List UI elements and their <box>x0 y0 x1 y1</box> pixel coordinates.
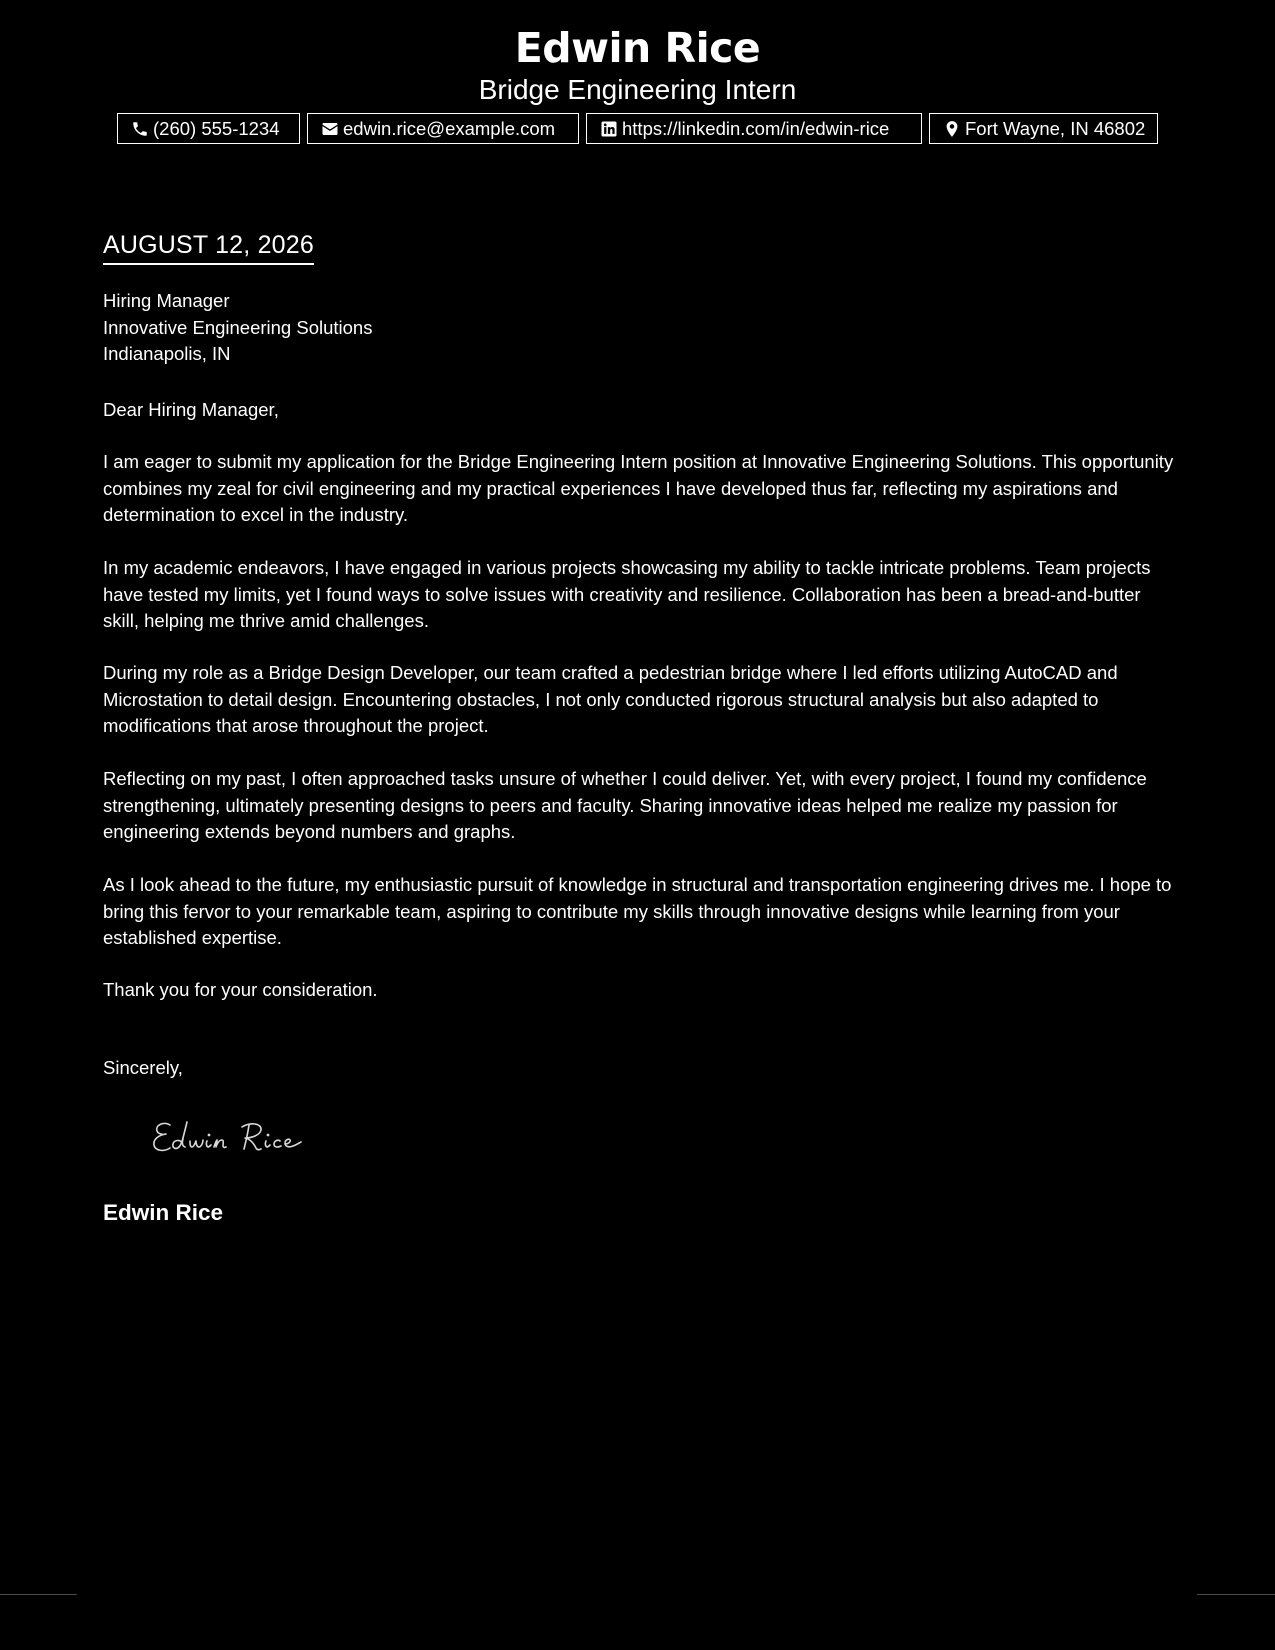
contact-phone-text: (260) 555-1234 <box>153 117 280 139</box>
closing: Sincerely, <box>103 1057 183 1078</box>
contact-email[interactable] <box>307 113 579 144</box>
thank-you-line: Thank you for your consideration. <box>103 979 378 1000</box>
signer-name: Edwin Rice <box>103 1200 224 1225</box>
map-marker-icon <box>943 120 961 138</box>
applicant-role: Bridge Engineering Intern <box>478 74 797 105</box>
body-paragraph: During my role as a Bridge Design Developer, our team crafted a pedestrian bridge where I led efforts utilizing AutoCAD and Microstation to detail design. Encountering obstacles, I not only conducted rigorous structural analysis but also adapted to modifications that arose throughout the project. <box>103 662 1118 736</box>
contact-bar <box>0 113 1275 144</box>
envelope-icon <box>321 120 339 138</box>
recipient-company: Innovative Engineering Solutions <box>103 316 373 338</box>
footer-divider-right <box>1197 1594 1275 1595</box>
recipient-block <box>103 288 372 368</box>
contact-location[interactable] <box>929 113 1158 144</box>
recipient-title: Hiring Manager <box>103 290 230 311</box>
letter-date: AUGUST 12, 2026 <box>103 228 314 265</box>
body-paragraph: As I look ahead to the future, my enthusiastic pursuit of knowledge in structural and transportation engineering drives me. I hope to bring this fervor to your remarkable team, aspiring to contribute my skills through innovative designs while learning from your established expertise. <box>103 874 1172 948</box>
footer-divider-left <box>0 1594 77 1595</box>
contact-phone[interactable] <box>117 113 300 144</box>
recipient-location: Indianapolis, IN <box>103 343 231 364</box>
body-paragraph: In my academic endeavors, I have engaged in various projects showcasing my ability to tackle intricate problems. Team projects have tested my limits, yet I found ways to solve issues with creativity and resilience. Collaboration has been a bread-and-butter skill, helping me thrive amid challenges. <box>103 557 1151 631</box>
applicant-name: Edwin Rice <box>514 24 761 72</box>
contact-email-text: edwin.rice@example.com <box>343 117 556 139</box>
body-paragraph: Reflecting on my past, I often approached tasks unsure of whether I could deliver. Yet, with every project, I found my confidence strengthening, ultimately presenting designs to peers and faculty. Sharing innovative ideas helped me realize my passion for engineering extends beyond numbers and graphs. <box>103 768 1147 842</box>
contact-location-text: Fort Wayne, IN 46802 <box>965 117 1146 139</box>
salutation: Dear Hiring Manager, <box>103 399 279 420</box>
phone-icon <box>131 120 149 138</box>
contact-linkedin[interactable] <box>586 113 922 144</box>
linkedin-icon <box>600 120 618 138</box>
handwritten-signature <box>148 1115 323 1163</box>
contact-linkedin-text: https://linkedin.com/in/edwin-rice <box>622 117 890 139</box>
body-paragraph: I am eager to submit my application for the Bridge Engineering Intern position at Innovative Engineering Solutions. This opportunity combines my zeal for civil engineering and my practical experiences I have developed thus far, reflecting my aspirations and determination to excel in the industry. <box>103 451 1174 525</box>
